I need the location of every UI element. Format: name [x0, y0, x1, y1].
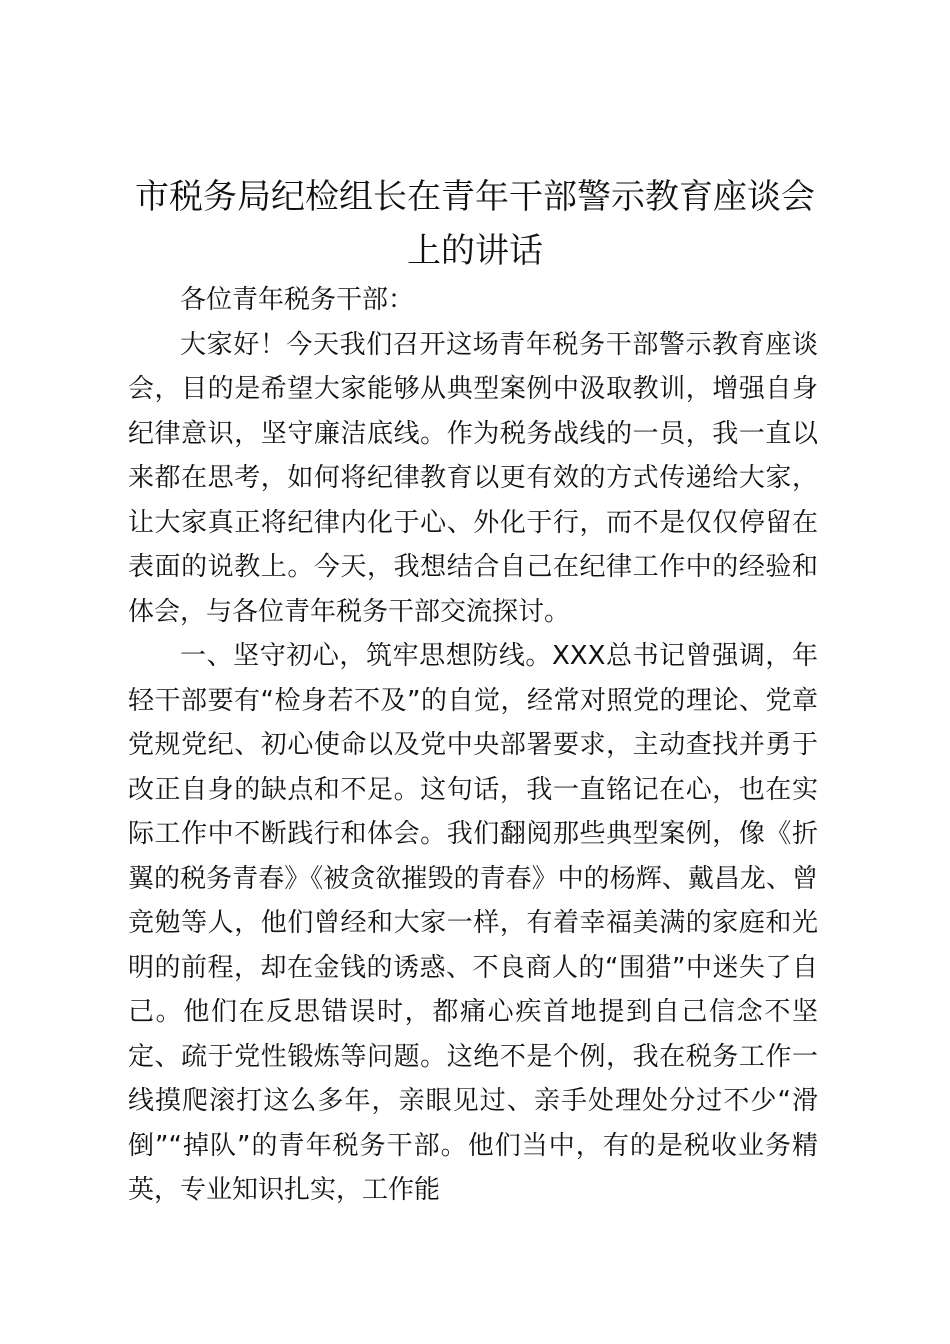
- paragraph-section-one: 一、坚守初心，筑牢思想防线。XXX总书记曾强调，年轻干部要有“检身若不及”的自觉，经常对照党的理论、党章党规党纪、初心使命以及党中央部署要求，主动查找并勇于改正自身的缺点和不足。这句话，我一直铭记在心，也在实际工作中不断践行和体会。我们翻阅那些典型案例，像《折翼的税务青春》《被贪欲摧毁的青春》中的杨辉、戴昌龙、曾竞勉等人，他们曾经和大家一样，有着幸福美满的家庭和光明的前程，却在金钱的诱惑、不良商人的“围猎”中迷失了自己。他们在反思错误时，都痛心疾首地提到自己信念不坚定、疏于党性锻炼等问题。这绝不是个例，我在税务工作一线摸爬滚打这么多年，亲眼见过、亲手处理处分过不少“滑倒”“掉队”的青年税务干部。他们当中，有的是税收业务精英，专业知识扎实，工作能: [128, 641, 818, 1205]
- salutation: 各位青年税务干部：: [180, 285, 415, 315]
- document-title: 市税务局纪检组长在青年干部警示教育座谈会上的讲话: [135, 177, 815, 271]
- document-body: [128, 278, 818, 1213]
- paragraph-intro: 大家好！今天我们召开这场青年税务干部警示教育座谈会，目的是希望大家能够从典型案例中汲取教训，增强自身纪律意识，坚守廉洁底线。作为税务战线的一员，我一直以来都在思考，如何将纪律教育以更有效的方式传递给大家，让大家真正将纪律内化于心、外化于行，而不是仅仅停留在表面的说教上。今天，我想结合自己在纪律工作中的经验和体会，与各位青年税务干部交流探讨。: [128, 329, 818, 627]
